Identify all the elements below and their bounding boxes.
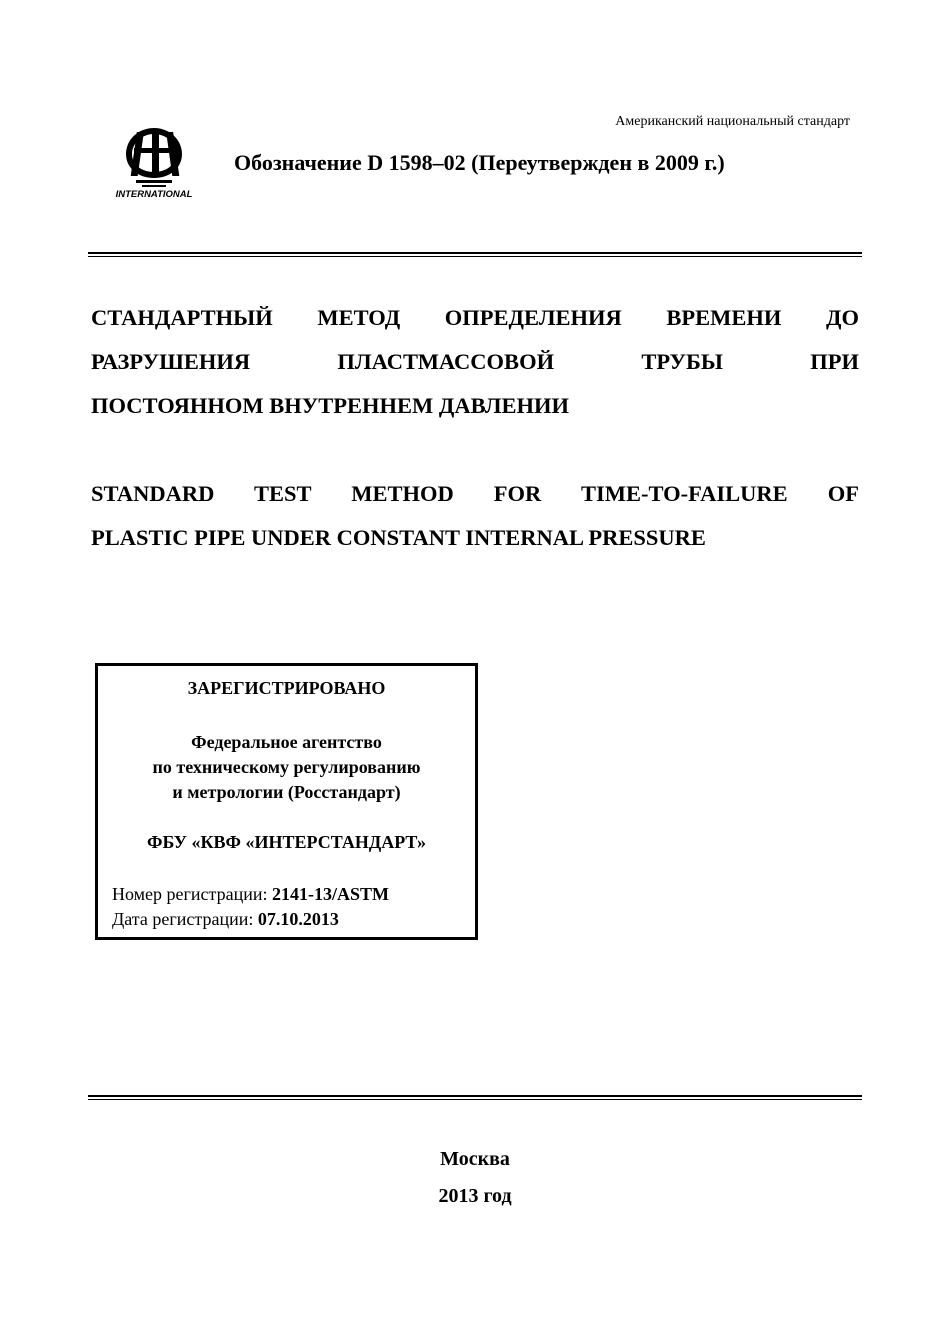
registration-details [112, 882, 475, 932]
registration-date-row [112, 907, 475, 932]
registration-heading: ЗАРЕГИСТРИРОВАНО [187, 678, 386, 698]
bottom-divider [88, 1095, 862, 1100]
title-russian [91, 296, 859, 428]
registration-org: ФБУ «КВФ «ИНТЕРСТАНДАРТ» [147, 832, 426, 852]
title-en-line: STANDARD TEST METHOD FOR TIME-TO-FAILURE OF [91, 481, 859, 506]
astm-logo [108, 124, 200, 202]
top-divider [88, 252, 862, 257]
publication-year: 2013 год [438, 1185, 512, 1207]
registration-date-value: 07.10.2013 [257, 909, 339, 929]
astm-logo-icon [108, 124, 200, 202]
agency-line: Федеральное агентство [191, 732, 382, 752]
title-ru-line: РАЗРУШЕНИЯ ПЛАСТМАССОВОЙ ТРУБЫ ПРИ [91, 349, 859, 374]
registration-number-value: 2141-13/ASTM [272, 884, 390, 904]
national-standard-label: Американский национальный стандарт [615, 114, 850, 129]
registration-number-label: Номер регистрации: [112, 884, 268, 904]
title-ru-line: СТАНДАРТНЫЙ МЕТОД ОПРЕДЕЛЕНИЯ ВРЕМЕНИ ДО [91, 305, 859, 330]
agency-line: и метрологии (Росстандарт) [172, 782, 401, 802]
title-en-line: PLASTIC PIPE UNDER CONSTANT INTERNAL PRESSURE [91, 525, 706, 550]
title-ru-line: ПОСТОЯННОМ ВНУТРЕННЕМ ДАВЛЕНИИ [91, 393, 570, 418]
registration-stamp [95, 663, 478, 940]
registration-number-row [112, 882, 475, 907]
logo-sub-text: INTERNATIONAL [115, 189, 193, 200]
document-designation: Обозначение D 1598–02 (Переутвержден в 2009 г.) [234, 150, 725, 175]
agency-line: по техническому регулированию [152, 757, 421, 777]
registration-date-label: Дата регистрации: [112, 909, 254, 929]
publication-city: Москва [440, 1148, 510, 1170]
registration-agency [98, 730, 475, 805]
title-english [91, 472, 859, 560]
